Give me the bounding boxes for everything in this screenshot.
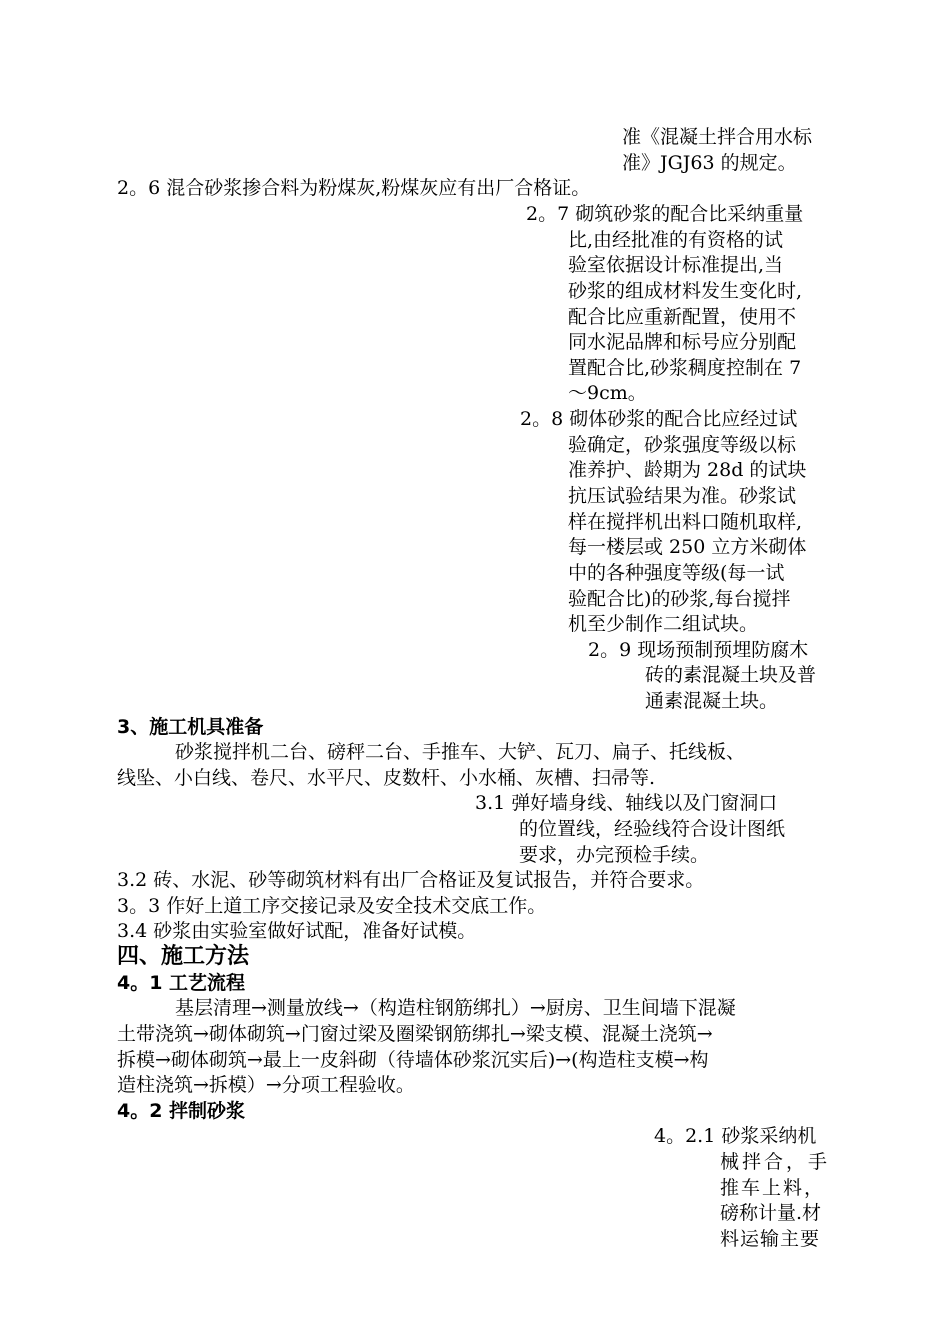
text-line: 3.4 砂浆由实验室做好试配，准备好试模。 <box>117 920 477 942</box>
text-line: 抗压试验结果为准。砂浆试 <box>568 485 797 507</box>
text-line: 3.1 弹好墙身线、轴线以及门窗洞口 <box>475 792 778 814</box>
text-line: 土带浇筑→砌体砌筑→门窗过梁及圈梁钢筋绑扎→梁支模、混凝土浇筑→ <box>117 1023 713 1045</box>
text-line: 2。6 混合砂浆掺合料为粉煤灰,粉煤灰应有出厂合格证。 <box>117 177 591 199</box>
text-line: 2。7 砌筑砂浆的配合比采纳重量 <box>526 203 804 225</box>
text-line: 磅称计量.材 <box>720 1202 822 1224</box>
text-line: 通素混凝土块。 <box>645 690 779 712</box>
chapter-heading: 四、施工方法 <box>117 944 250 969</box>
text-line: 3.2 砖、水泥、砂等砌筑材料有出厂合格证及复试报告，并符合要求。 <box>117 869 705 891</box>
text-line: 3。3 作好上道工序交接记录及安全技术交底工作。 <box>117 895 547 917</box>
text-line: 造柱浇筑→拆模）→分项工程验收。 <box>117 1074 415 1096</box>
text-line: 准养护、龄期为 28d 的试块 <box>568 459 807 481</box>
text-line: 线坠、小白线、卷尺、水平尺、皮数杆、小水桶、灰槽、扫帚等. <box>117 767 656 789</box>
text-line: 中的各种强度等级(每一试 <box>568 562 785 584</box>
text-line: 拆模→砌体砌筑→最上一皮斜砌（待墙体砂浆沉实后)→(构造柱支模→构 <box>117 1049 709 1071</box>
text-line: 验配合比)的砂浆,每台搅拌 <box>568 588 791 610</box>
text-line: 验室依据设计标准提出,当 <box>568 254 784 276</box>
text-line: 的位置线，经验线符合设计图纸 <box>519 818 786 840</box>
text-line: 比,由经批准的有资格的试 <box>568 229 784 251</box>
text-line: 准《混凝土拌合用水标 <box>622 126 813 148</box>
section-heading: 4。1 工艺流程 <box>117 972 246 994</box>
text-line: 准》JGJ63 的规定。 <box>622 152 797 174</box>
text-line: 机至少制作二组试块。 <box>568 613 759 635</box>
text-line: 样在搅拌机出料口随机取样, <box>568 511 803 533</box>
text-line: 置配合比,砂浆稠度控制在 7 <box>568 357 802 379</box>
text-line: ～9cm。 <box>568 382 647 404</box>
text-line: 4。2.1 砂浆采纳机 <box>654 1125 817 1147</box>
text-line: 要求，办完预检手续。 <box>519 844 710 866</box>
text-line: 2。8 砌体砂浆的配合比应经过试 <box>520 408 798 430</box>
text-line: 砂浆的组成材料发生变化时, <box>568 280 803 302</box>
text-line: 砂浆搅拌机二台、磅秤二台、手推车、大铲、瓦刀、扁子、托线板、 <box>175 741 746 763</box>
text-line: 砖的素混凝土块及普 <box>645 664 817 686</box>
text-line: 验确定，砂浆强度等级以标 <box>568 434 797 456</box>
text-line: 每一楼层或 250 立方米砌体 <box>568 536 807 558</box>
text-line: 推车上料， <box>720 1177 826 1199</box>
section-heading: 3、施工机具准备 <box>117 716 264 738</box>
section-heading: 4。2 拌制砂浆 <box>117 1100 246 1122</box>
text-line: 2。9 现场预制预埋防腐木 <box>588 639 809 661</box>
text-line: 配合比应重新配置，使用不 <box>568 306 797 328</box>
text-line: 料运输主要 <box>720 1228 821 1250</box>
text-line: 基层清理→测量放线→（构造柱钢筋绑扎）→厨房、卫生间墙下混凝 <box>175 997 736 1019</box>
text-line: 械拌合，手 <box>720 1151 831 1173</box>
text-line: 同水泥品牌和标号应分别配 <box>568 331 797 353</box>
